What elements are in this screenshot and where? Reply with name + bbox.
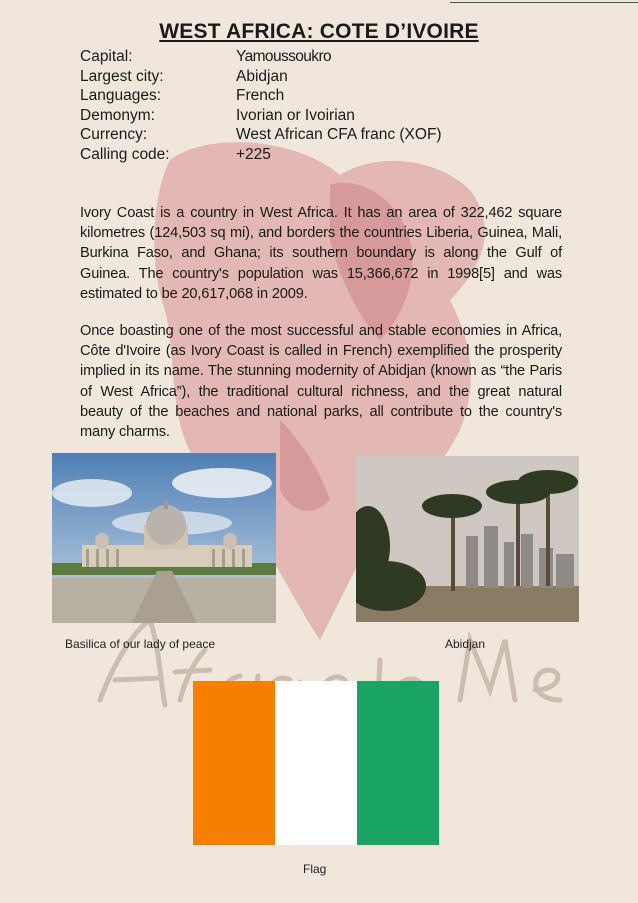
flag-stripe-orange: [193, 681, 275, 845]
fact-calling-code: [80, 145, 442, 165]
fact-demonym: [80, 106, 442, 126]
fact-capital: [80, 47, 442, 67]
abidjan-caption: Abidjan: [445, 637, 486, 651]
fact-value: French: [236, 87, 285, 104]
country-facts: [80, 47, 442, 164]
fact-label: Currency:: [80, 126, 148, 143]
fact-value: Ivorian or Ivoirian: [236, 106, 355, 124]
top-rule: [450, 2, 638, 3]
ivory-coast-flag: [193, 681, 439, 845]
abidjan-photo: [356, 456, 579, 622]
fact-largest-city: [80, 67, 442, 87]
fact-label: Languages:: [80, 87, 162, 104]
intro-paragraph: Ivory Coast is a country in West Africa. It has an area of 322,462 square kilometres (124,503 sq mi), and borders the countries Liberia, Guinea, Mali, Burkina Faso, and Ghana; its southern boundary is along the Gulf of Guinea. The country's population was 15,366,672 in 1998[5] and was estimated to be 20,617,068 in 2009.: [80, 205, 562, 302]
flag-stripe-white: [275, 681, 357, 845]
flag-stripe-green: [357, 681, 439, 845]
page-title: WEST AFRICA: COTE D’IVOIRE: [159, 20, 479, 43]
basilica-photo: [52, 453, 276, 623]
fact-label: Largest city:: [80, 67, 164, 85]
description-paragraph: Once boasting one of the most successful and stable economies in Africa, Côte d'Ivoire (as Ivory Coast is called in French) exemplified the prosperity implied in its name. The stunning modernity of Abidjan (known as “the Paris of West Africa”), the traditional cultural richness, and the great natural beauty of the beaches and national parks, all contribute to the country's many charms.: [80, 323, 562, 441]
fact-value: +225: [236, 145, 271, 163]
fact-value: Abidjan: [236, 67, 288, 85]
fact-languages: [80, 86, 442, 106]
fact-value: West African CFA franc (XOF): [236, 126, 442, 143]
flag-caption: Flag: [303, 862, 327, 876]
fact-currency: [80, 125, 442, 145]
fact-label: Demonym:: [80, 106, 155, 124]
fact-value: Yamoussoukro: [236, 48, 332, 65]
basilica-caption: Basilica of our lady of peace: [65, 637, 216, 651]
fact-label: Calling code:: [80, 145, 170, 163]
fact-label: Capital:: [80, 48, 133, 65]
